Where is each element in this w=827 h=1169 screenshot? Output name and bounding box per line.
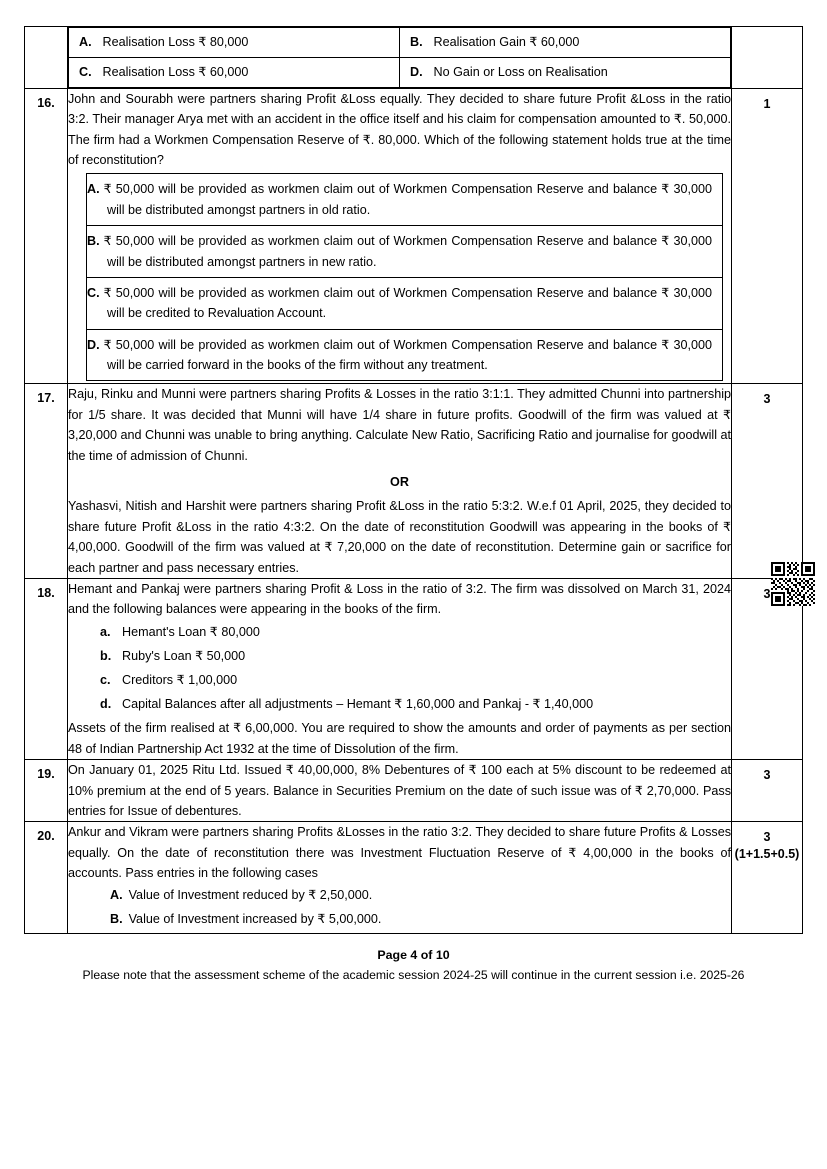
option-c <box>69 57 400 87</box>
option-a-label: A. <box>87 182 100 197</box>
option-c-label: C. <box>87 285 100 300</box>
option-d-text: ₹ 50,000 will be provided as workmen claim out of Workmen Compensation Reserve and balance ₹ 30,000 will be carried forward in the books of the firm without any treatment. <box>103 337 712 373</box>
question-body <box>68 760 732 822</box>
option-d <box>86 329 723 382</box>
table-row-question-19 <box>25 760 803 822</box>
list-item <box>100 694 731 714</box>
marks-value: 3 <box>763 586 771 601</box>
footer-note: Please note that the assessment scheme of the academic session 2024-25 will continue in the current session i.e. 2025-26 <box>82 967 745 982</box>
marks-cell <box>732 760 803 822</box>
list-item-text: Creditors ₹ 1,00,000 <box>122 673 238 688</box>
option-a <box>69 28 400 58</box>
marks-value: 3 <box>763 392 771 407</box>
list-item <box>100 670 731 690</box>
question-number-cell <box>25 578 68 759</box>
question-body <box>68 384 732 579</box>
list-item-label: c. <box>100 673 111 688</box>
or-divider: OR <box>390 475 409 490</box>
table-row-question-17 <box>25 384 803 579</box>
option-b <box>400 28 731 58</box>
option-c-label: C. <box>79 64 92 79</box>
option-a <box>110 885 731 906</box>
qr-code-icon <box>771 562 815 606</box>
option-a-text: Realisation Loss ₹ 80,000 <box>102 35 249 49</box>
question-intro: Hemant and Pankaj were partners sharing Profit & Loss in the ratio of 3:2. The firm was dissolved on March 31, 2024 and the following balances were appearing in the books of the firm. <box>68 581 731 617</box>
marks-value: 3 <box>763 768 771 783</box>
marks-cell <box>732 822 803 934</box>
page-footer <box>24 934 803 982</box>
option-c <box>86 277 723 329</box>
question-text-part-a: Raju, Rinku and Munni were partners sharing Profits & Losses in the ratio 3:1:1. They admitted Chunni into partnership for 1/5 share. It was decided that Munni will have 1/4 share in future profits. Goodwill of the firm was valued at ₹ 3,20,000 and Chunni was unable to bring anything. Calculate New Ratio, Sacrificing Ratio and journalise for goodwill at the time of admission of Chunni. <box>68 387 731 463</box>
list-item-text: Hemant's Loan ₹ 80,000 <box>122 624 260 639</box>
option-a-text: Value of Investment reduced by ₹ 2,50,000. <box>128 888 373 903</box>
option-c-text: ₹ 50,000 will be provided as workmen claim out of Workmen Compensation Reserve and balance ₹ 30,000 will be credited to Revaluation Account. <box>103 285 712 321</box>
question-options <box>86 173 723 381</box>
question-text: On January 01, 2025 Ritu Ltd. Issued ₹ 40,00,000, 8% Debentures of ₹ 100 each at 5% discount to be redeemed at 10% premium at the end of 5 years. Balance in Securities Premium on the date of such issue was of ₹ 2,70,000. Pass entries for Issue of debentures. <box>68 763 731 818</box>
page-number: Page 4 of 10 <box>377 947 450 962</box>
option-b-text: Value of Investment increased by ₹ 5,00,000. <box>128 912 382 927</box>
list-item-text: Ruby's Loan ₹ 50,000 <box>122 648 246 663</box>
question-body <box>68 88 732 384</box>
question-number: 17. <box>37 391 55 406</box>
question-number: 18. <box>37 585 55 600</box>
question-text-part-b: Yashasvi, Nitish and Harshit were partners sharing Profit &Loss in the ratio 5:3:2. W.e.f 01 April, 2025, they decided to share future Profit &Loss in the ratio 4:3:2. On the date of reconstitution Goodwill was appearing in the books of ₹ 4,00,000. Goodwill of the firm was valued at ₹ 7,20,000 on the date of reconstitution. Determine gain or sacrifice for each partner and pass necessary entries. <box>68 499 731 575</box>
option-a-label: A. <box>110 888 123 903</box>
question-number-cell <box>25 27 68 89</box>
options-grid-cell <box>68 27 732 89</box>
marks-value: 1 <box>763 96 771 111</box>
question-text: Ankur and Vikram were partners sharing Profits &Losses in the ratio 3:2. They decided to share future Profits & Losses equally. On the date of reconstitution there was Investment Fluctuation Reserve of ₹ 4,00,000 in the books of accounts. Pass entries in the following cases <box>68 825 731 881</box>
question-text: John and Sourabh were partners sharing Profit &Loss equally. They decided to share future Profit &Loss in the ratio 3:2. Their manager Arya met with an accident in the office itself and his claim for compensation amounted to ₹. 50,000. The firm had a Workmen Compensation Reserve of ₹. 80,000. Which of the following statement holds true at the time of reconstitution? <box>68 91 731 167</box>
list-item-label: b. <box>100 648 112 663</box>
table-row-options-continuation <box>25 27 803 89</box>
option-a <box>86 173 723 225</box>
table-row-question-20 <box>25 822 803 934</box>
option-d-label: D. <box>410 64 423 79</box>
question-number-cell <box>25 88 68 384</box>
marks-value: 3 (1+1.5+0.5) <box>734 830 800 862</box>
question-body <box>68 822 732 934</box>
question-number-cell <box>25 760 68 822</box>
balances-list <box>68 622 731 715</box>
option-b-label: B. <box>87 234 100 249</box>
option-b <box>86 225 723 277</box>
options-row-1 <box>69 28 731 58</box>
table-row-question-18 <box>25 578 803 759</box>
option-a-text: ₹ 50,000 will be provided as workmen claim out of Workmen Compensation Reserve and balance ₹ 30,000 will be distributed amongst partners in old ratio. <box>103 182 712 217</box>
option-a-label: A. <box>79 35 92 49</box>
options-row-2 <box>69 57 731 87</box>
question-number: 19. <box>37 767 55 782</box>
option-d-label: D. <box>87 337 100 352</box>
option-d-text: No Gain or Loss on Realisation <box>433 64 608 79</box>
marks-cell <box>732 88 803 384</box>
list-item <box>100 622 731 642</box>
table-row-question-16 <box>25 88 803 384</box>
list-item-text: Capital Balances after all adjustments – Hemant ₹ 1,60,000 and Pankaj - ₹ 1,40,000 <box>122 697 594 712</box>
options-grid <box>68 27 731 88</box>
option-b-label: B. <box>110 912 123 927</box>
option-b-label: B. <box>410 35 423 49</box>
question-number: 16. <box>37 95 55 110</box>
list-item <box>100 646 731 666</box>
question-outro: Assets of the firm realised at ₹ 6,00,000. You are required to show the amounts and order of payments as per section 48 of Indian Partnership Act 1932 at the time of Dissolution of the firm. <box>68 721 731 756</box>
marks-cell <box>732 384 803 579</box>
question-body <box>68 578 732 759</box>
option-d <box>400 57 731 87</box>
option-b-text: Realisation Gain ₹ 60,000 <box>433 35 580 49</box>
option-b <box>110 909 731 930</box>
list-item-label: a. <box>100 624 111 639</box>
option-b-text: ₹ 50,000 will be provided as workmen claim out of Workmen Compensation Reserve and balance ₹ 30,000 will be distributed amongst partners in new ratio. <box>103 234 712 269</box>
question-number-cell <box>25 384 68 579</box>
marks-cell <box>732 27 803 89</box>
questions-table <box>24 26 803 934</box>
question-number-cell <box>25 822 68 934</box>
option-c-text: Realisation Loss ₹ 60,000 <box>102 64 249 79</box>
list-item-label: d. <box>100 697 112 712</box>
question-number: 20. <box>37 829 55 844</box>
